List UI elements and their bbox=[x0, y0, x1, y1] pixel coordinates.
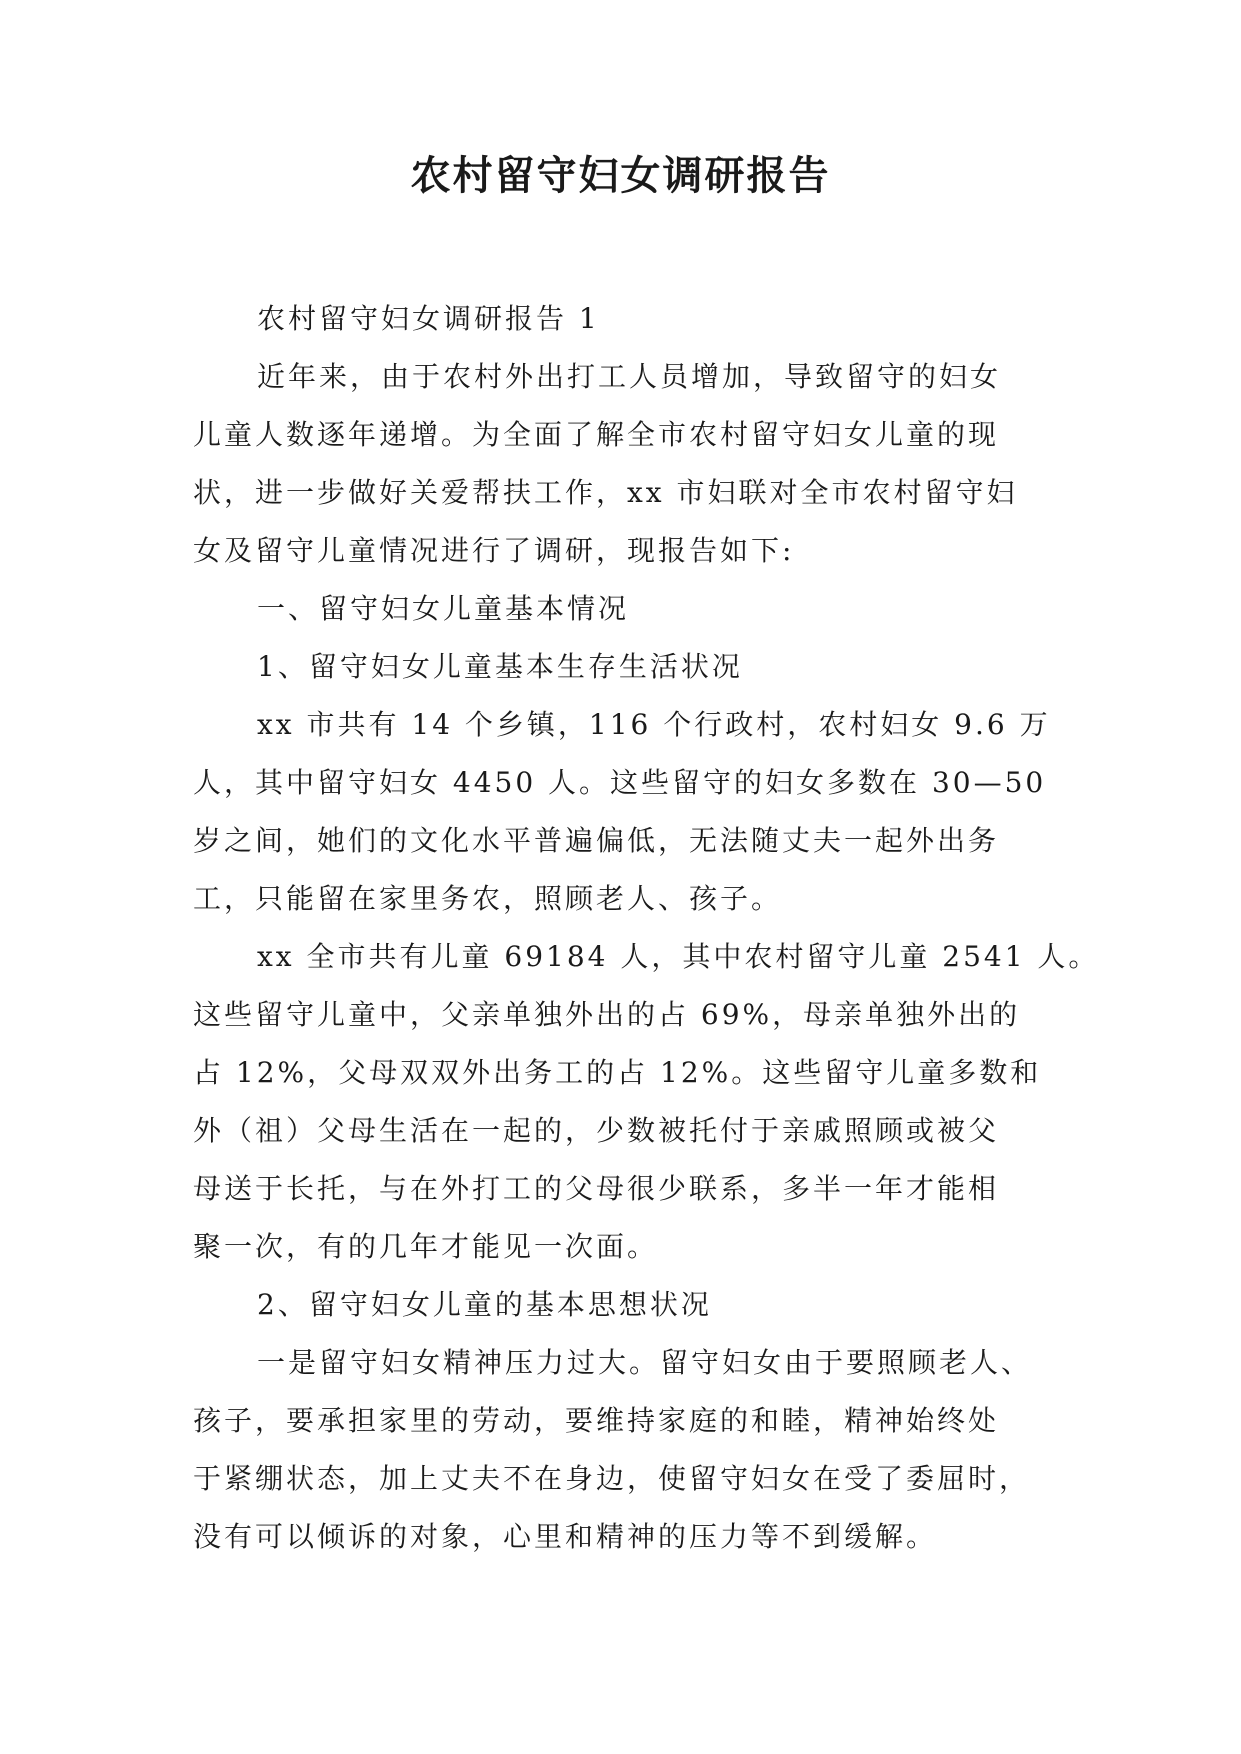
text-line: 没有可以倾诉的对象，心里和精神的压力等不到缓解。 bbox=[193, 1520, 938, 1553]
text-line: 于紧绷状态，加上丈夫不在身边，使留守妇女在受了委屈时， bbox=[193, 1462, 1031, 1495]
text-line: 状，进一步做好关爱帮扶工作，xx 市妇联对全市农村留守妇 bbox=[193, 476, 1018, 509]
text-line: 外（祖）父母生活在一起的，少数被托付于亲戚照顾或被父 bbox=[193, 1114, 1000, 1147]
document-body bbox=[193, 290, 1100, 1566]
text-line: 农村留守妇女调研报告 1 bbox=[257, 302, 600, 335]
paragraph-women-stats bbox=[193, 696, 1063, 928]
text-line: 一是留守妇女精神压力过大。留守妇女由于要照顾老人、 bbox=[257, 1346, 1033, 1379]
text-line: 人，其中留守妇女 4450 人。这些留守的妇女多数在 30—50 bbox=[193, 766, 1047, 799]
paragraph-children-stats bbox=[193, 928, 1100, 1276]
text-line: 孩子，要承担家里的劳动，要维持家庭的和睦，精神始终处 bbox=[193, 1404, 1000, 1437]
text-line: 一、留守妇女儿童基本情况 bbox=[257, 592, 630, 625]
paragraph-intro bbox=[193, 348, 1063, 580]
text-line: 这些留守儿童中，父亲单独外出的占 69%，母亲单独外出的 bbox=[193, 998, 1021, 1031]
text-line: 母送于长托，与在外打工的父母很少联系，多半一年才能相 bbox=[193, 1172, 1000, 1205]
text-line: 占 12%，父母双双外出务工的占 12%。这些留守儿童多数和 bbox=[193, 1056, 1042, 1089]
text-line: 聚一次，有的几年才能见一次面。 bbox=[193, 1230, 659, 1263]
paragraph-pressure bbox=[193, 1334, 1063, 1566]
text-line: 近年来，由于农村外出打工人员增加，导致留守的妇女 bbox=[257, 360, 1002, 393]
section-heading-1 bbox=[193, 580, 1063, 638]
text-line: xx 全市共有儿童 69184 人，其中农村留守儿童 2541 人。 bbox=[257, 940, 1100, 973]
text-line: 女及留守儿童情况进行了调研，现报告如下: bbox=[193, 534, 795, 567]
text-line: 1、留守妇女儿童基本生存生活状况 bbox=[257, 650, 743, 683]
document-title: 农村留守妇女调研报告 bbox=[410, 152, 831, 199]
paragraph-subtitle bbox=[193, 290, 1063, 348]
text-line: 儿童人数逐年递增。为全面了解全市农村留守妇女儿童的现 bbox=[193, 418, 1000, 451]
text-line: 工，只能留在家里务农，照顾老人、孩子。 bbox=[193, 882, 783, 915]
subsection-heading-1 bbox=[193, 638, 1063, 696]
text-line: xx 市共有 14 个乡镇，116 个行政村，农村妇女 9.6 万 bbox=[257, 708, 1051, 741]
subsection-heading-2 bbox=[193, 1276, 1063, 1334]
text-line: 2、留守妇女儿童的基本思想状况 bbox=[257, 1288, 712, 1321]
text-line: 岁之间，她们的文化水平普遍偏低，无法随丈夫一起外出务 bbox=[193, 824, 1000, 857]
